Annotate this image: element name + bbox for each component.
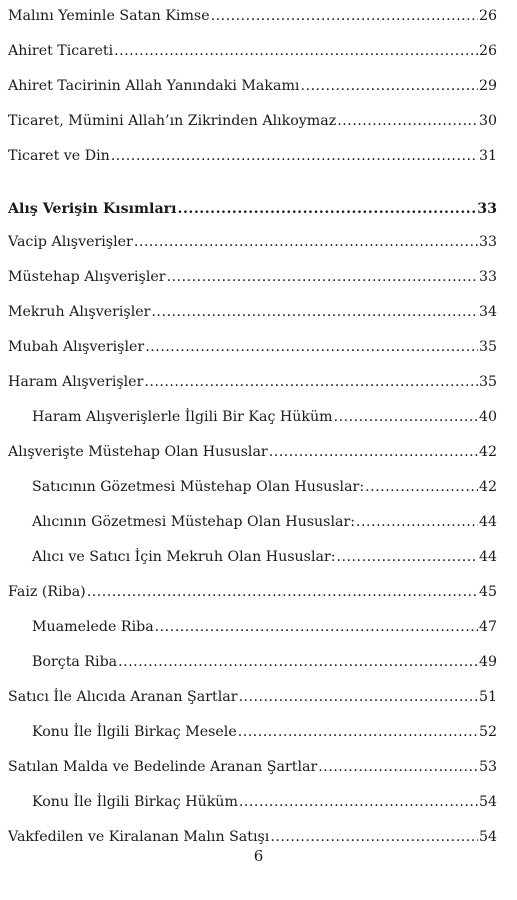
toc-entry-title: Haram Alışverişler: [8, 374, 144, 390]
toc-entry-page-number: 33: [478, 269, 497, 285]
toc-entry-page-number: 51: [478, 689, 497, 705]
toc-entry-title: Faiz (Riba): [8, 584, 86, 600]
toc-subentry[interactable]: [32, 651, 497, 673]
toc-entry[interactable]: [8, 40, 497, 62]
toc-entry-title: Mekruh Alışverişler: [8, 304, 151, 320]
toc-entry-title: Alışverişte Müstehap Olan Hususlar: [8, 444, 268, 460]
toc-entry-page-number: 29: [478, 78, 497, 94]
dot-leader: [178, 198, 477, 220]
dot-leader: [356, 511, 478, 533]
toc-entry-title: Satılan Malda ve Bedelinde Aranan Şartlar: [8, 759, 318, 775]
toc-entry-title: Haram Alışverişlerle İlgili Bir Kaç Hüküm: [32, 409, 333, 425]
toc-entry-title: Vakfedilen ve Kiralanan Malın Satışı: [8, 829, 270, 845]
toc-entry[interactable]: [8, 336, 497, 358]
dot-leader: [211, 5, 478, 27]
toc-subentry[interactable]: [32, 511, 497, 533]
toc-entry[interactable]: [8, 5, 497, 27]
toc-entry[interactable]: [8, 266, 497, 288]
dot-leader: [337, 110, 478, 132]
toc-entry-title: Satıcı İle Alıcıda Aranan Şartlar: [8, 689, 238, 705]
dot-leader: [300, 75, 478, 97]
toc-entry-page-number: 31: [478, 148, 497, 164]
toc-entry-title: Alış Verişin Kısımları: [8, 201, 177, 217]
toc-entry[interactable]: [8, 110, 497, 132]
toc-entry-title: Malını Yeminle Satan Kimse: [8, 8, 210, 24]
toc-entry[interactable]: [8, 441, 497, 463]
toc-entry-title: Müstehap Alışverişler: [8, 269, 166, 285]
toc-subentry[interactable]: [32, 791, 497, 813]
toc-entry-page-number: 33: [478, 234, 497, 250]
toc-entry-title: Vacip Alışverişler: [8, 234, 133, 250]
toc-entry[interactable]: [8, 301, 497, 323]
toc-entry[interactable]: [8, 231, 497, 253]
toc-entry-title: Alıcının Gözetmesi Müstehap Olan Hususlar:: [32, 514, 356, 530]
toc-entry-page-number: 40: [478, 409, 497, 425]
toc-entry[interactable]: [8, 75, 497, 97]
toc-entry-page-number: 42: [478, 444, 497, 460]
toc-entry-page-number: 49: [478, 654, 497, 670]
dot-leader: [134, 231, 478, 253]
toc-entry[interactable]: [8, 581, 497, 603]
dot-leader: [269, 441, 478, 463]
toc-entry[interactable]: [8, 145, 497, 167]
dot-leader: [238, 686, 477, 708]
toc-subentry[interactable]: [32, 546, 497, 568]
toc-entry-page-number: 35: [478, 339, 497, 355]
toc-entry-page-number: 52: [478, 724, 497, 740]
toc-entry-page-number: 30: [478, 113, 497, 129]
toc-subentry[interactable]: [32, 406, 497, 428]
toc-entry-page-number: 54: [478, 794, 497, 810]
dot-leader: [337, 546, 478, 568]
dot-leader: [318, 756, 478, 778]
dot-leader: [118, 651, 478, 673]
toc-entry-page-number: 34: [478, 304, 497, 320]
dot-leader: [167, 266, 478, 288]
toc-entry-title: Ahiret Ticareti: [8, 43, 114, 59]
dot-leader: [365, 476, 478, 498]
toc-entry-title: Satıcının Gözetmesi Müstehap Olan Hususlar:: [32, 479, 365, 495]
toc-entry-page-number: 53: [478, 759, 497, 775]
dot-leader: [239, 791, 478, 813]
toc-entry-page-number: 44: [478, 549, 497, 565]
toc-entry-page-number: 44: [478, 514, 497, 530]
toc-entry-page-number: 26: [478, 43, 497, 59]
toc-subentry[interactable]: [32, 616, 497, 638]
toc-entry[interactable]: [8, 756, 497, 778]
toc-subentry[interactable]: [32, 476, 497, 498]
toc-entry-title: Ahiret Tacirinin Allah Yanındaki Makamı: [8, 78, 300, 94]
toc-entry-title: Muamelede Riba: [32, 619, 154, 635]
toc-entry-title: Konu İle İlgili Birkaç Mesele: [32, 724, 237, 740]
dot-leader: [114, 40, 478, 62]
toc-entry[interactable]: [8, 198, 497, 220]
toc-entry-page-number: 33: [477, 201, 497, 217]
dot-leader: [334, 406, 478, 428]
toc-entry-title: Borçta Riba: [32, 654, 118, 670]
toc-subentry[interactable]: [32, 721, 497, 743]
toc-entry-title: Ticaret, Mümini Allah’ın Zikrinden Alıkoymaz: [8, 113, 337, 129]
dot-leader: [155, 616, 478, 638]
dot-leader: [145, 336, 478, 358]
dot-leader: [270, 826, 478, 848]
toc-entry-page-number: 42: [478, 479, 497, 495]
toc-entry-title: Mubah Alışverişler: [8, 339, 145, 355]
toc-entry-page-number: 54: [478, 829, 497, 845]
dot-leader: [144, 371, 478, 393]
toc-entry-title: Alıcı ve Satıcı İçin Mekruh Olan Hususlar:: [32, 549, 336, 565]
toc-entry-page-number: 26: [478, 8, 497, 24]
page-number: 6: [253, 847, 264, 865]
dot-leader: [238, 721, 478, 743]
toc-entry-page-number: 47: [478, 619, 497, 635]
toc-entry-title: Ticaret ve Din: [8, 148, 110, 164]
toc-entry[interactable]: [8, 686, 497, 708]
dot-leader: [151, 301, 478, 323]
dot-leader: [87, 581, 478, 603]
toc-entry-title: Konu İle İlgili Birkaç Hüküm: [32, 794, 238, 810]
toc-entry-page-number: 45: [478, 584, 497, 600]
toc-entry[interactable]: [8, 826, 497, 848]
dot-leader: [111, 145, 478, 167]
toc-entry[interactable]: [8, 371, 497, 393]
toc-entry-page-number: 35: [478, 374, 497, 390]
